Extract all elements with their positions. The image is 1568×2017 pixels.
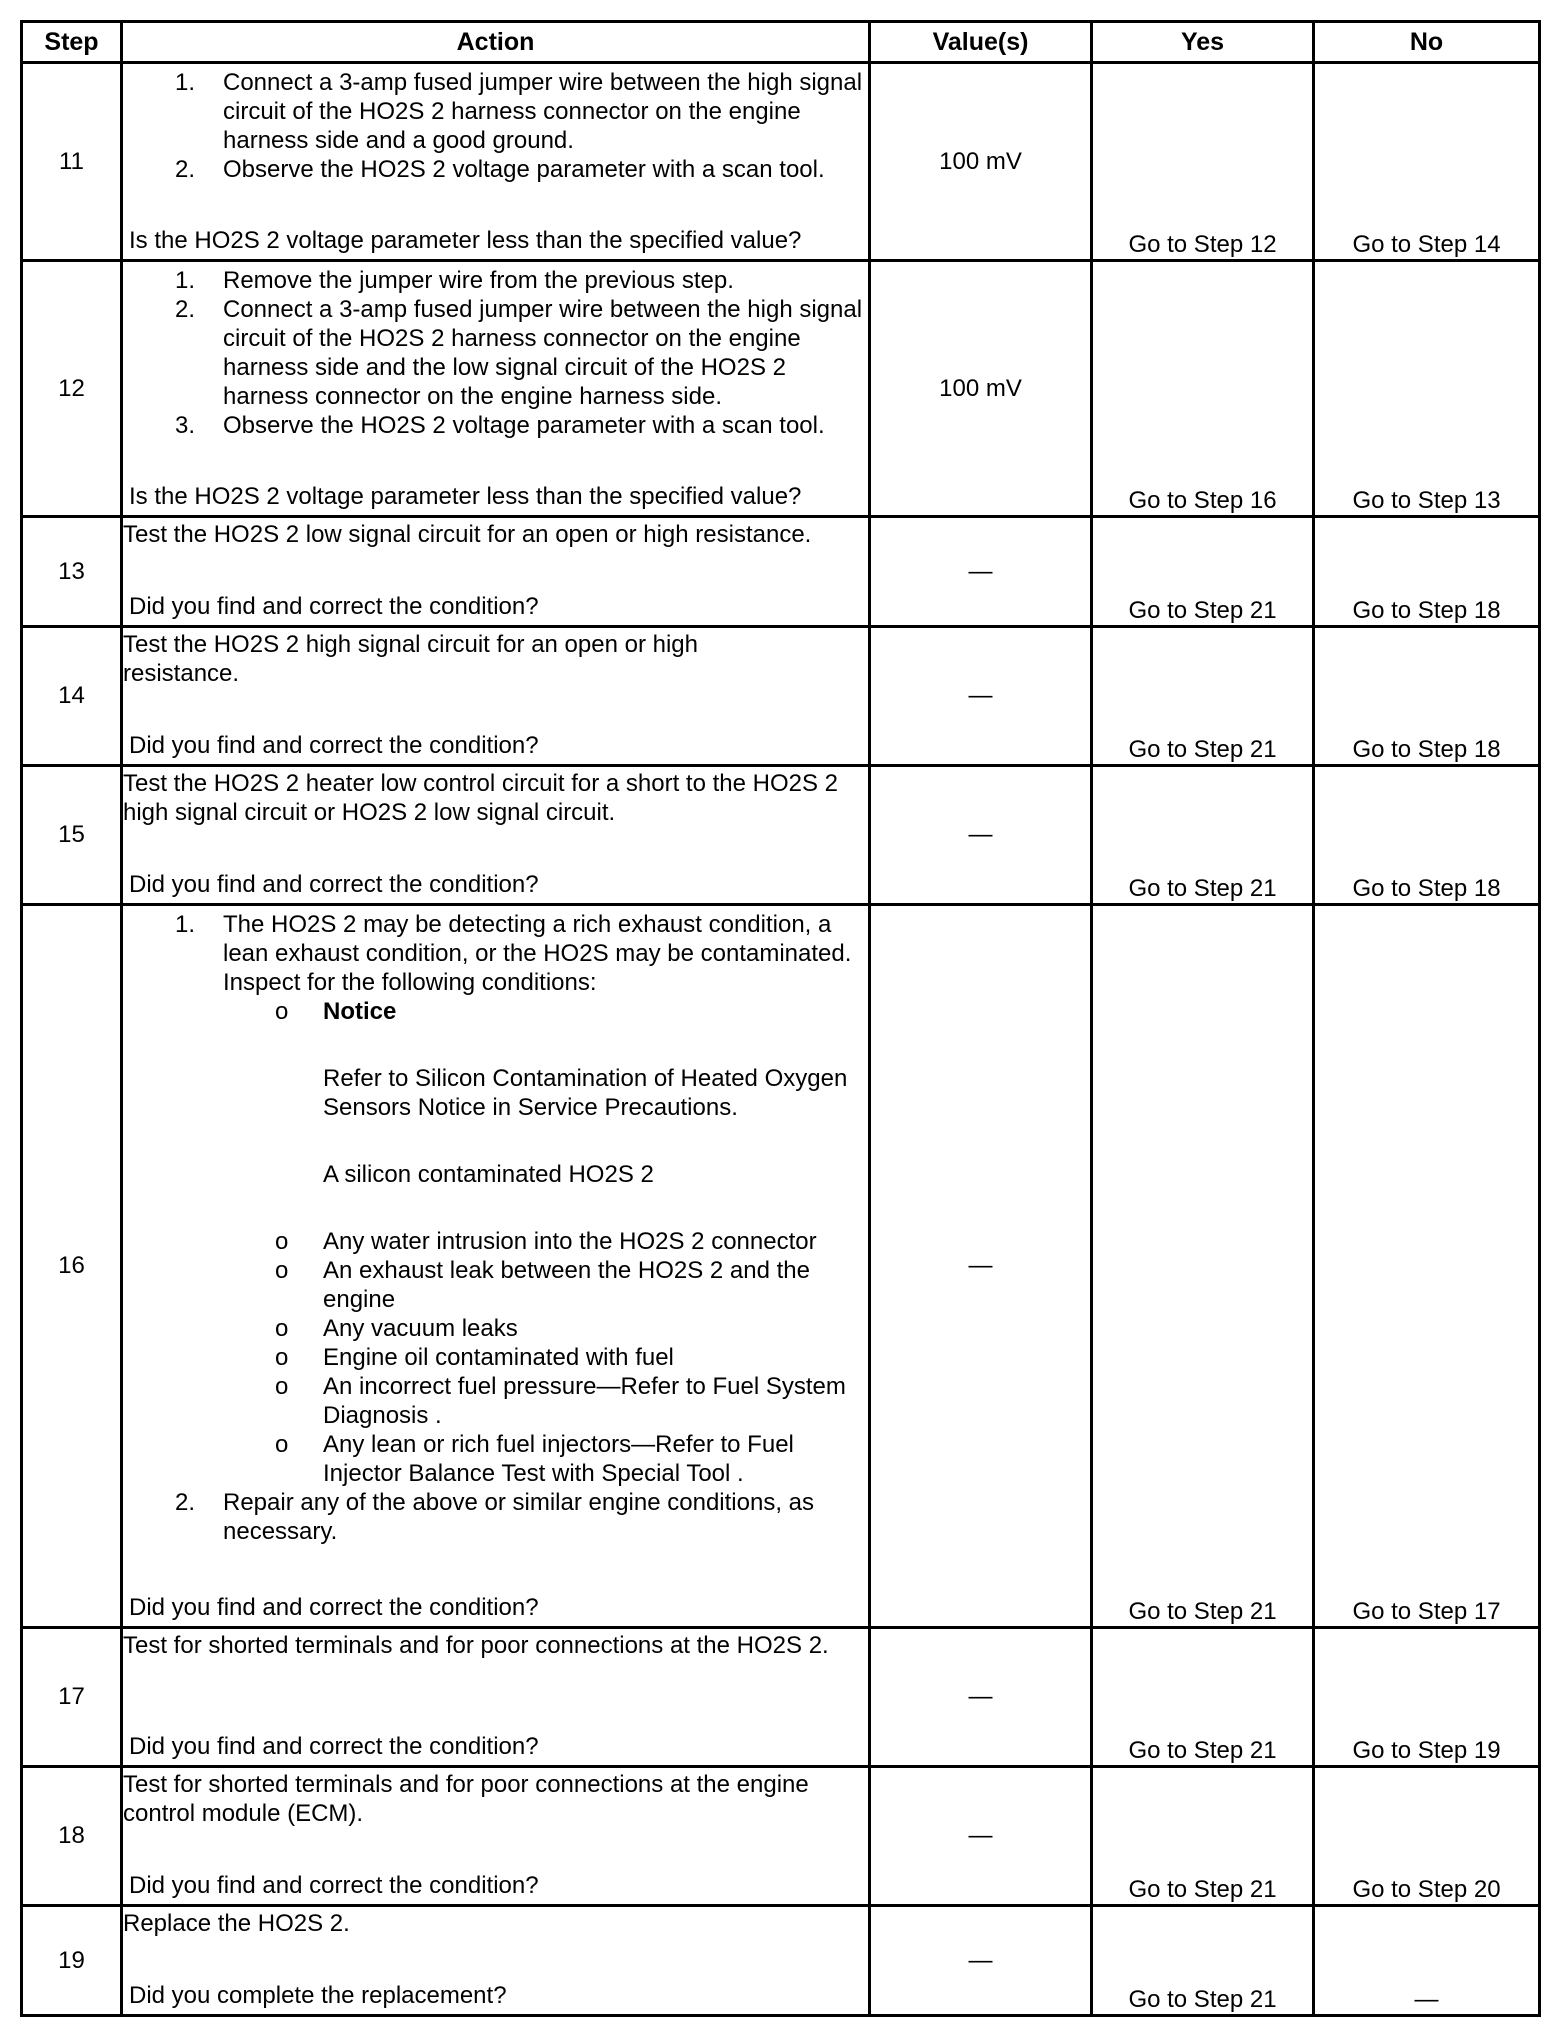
list-item (123, 1314, 868, 1343)
action-cell (122, 261, 870, 517)
action-cell (122, 905, 870, 1628)
list-item (123, 1488, 868, 1546)
bullet: o (275, 998, 289, 1025)
action-text: Repair any of the above or similar engine conditions, as necessary. (223, 1489, 814, 1545)
condition-text: Any lean or rich fuel injectors—Refer to Fuel Injector Balance Test with Special Tool . (323, 1431, 794, 1487)
list-item (123, 1227, 868, 1256)
yes-cell: Go to Step 16 (1092, 261, 1314, 517)
step-number: 14 (22, 627, 122, 766)
value-cell: 100 mV (870, 261, 1092, 517)
value-cell: — (870, 517, 1092, 627)
question-text: Is the HO2S 2 voltage parameter less than the specified value? (129, 483, 802, 510)
action-text: Test for shorted terminals and for poor connections at the HO2S 2. (123, 1632, 829, 1659)
list-item (123, 1343, 868, 1372)
action-text: Test the HO2S 2 heater low control circuit for a short to the HO2S 2 high signal circuit or HO2S 2 low signal circuit. (123, 770, 838, 826)
no-cell: Go to Step 14 (1314, 63, 1540, 261)
action-text: Observe the HO2S 2 voltage parameter with a scan tool. (223, 156, 825, 183)
condition-text: Engine oil contaminated with fuel (323, 1344, 674, 1371)
question-text: Did you find and correct the condition? (129, 871, 539, 898)
question-text: Did you find and correct the condition? (129, 593, 539, 620)
list-item (123, 266, 868, 295)
table-row (22, 517, 1540, 627)
condition-text: Any water intrusion into the HO2S 2 connector (323, 1228, 817, 1255)
condition-text: Any vacuum leaks (323, 1315, 518, 1342)
list-item (123, 155, 868, 184)
table-row (22, 1628, 1540, 1767)
action-cell (122, 63, 870, 261)
action-cell (122, 1906, 870, 2016)
action-list (123, 266, 868, 440)
value-cell: — (870, 627, 1092, 766)
yes-cell: Go to Step 21 (1092, 1628, 1314, 1767)
action-text: Test for shorted terminals and for poor connections at the engine control module (ECM). (123, 1771, 809, 1827)
list-number: 2. (175, 296, 196, 323)
value-cell: — (870, 1767, 1092, 1906)
action-cell (122, 1767, 870, 1906)
action-cell (122, 517, 870, 627)
no-cell: Go to Step 17 (1314, 905, 1540, 1628)
bullet: o (275, 1228, 289, 1255)
action-text: The HO2S 2 may be detecting a rich exhaust condition, a lean exhaust condition, or the HO2S may be contaminated. Inspect for the following conditions: (223, 911, 852, 996)
header-values: Value(s) (870, 22, 1092, 63)
value-cell: — (870, 905, 1092, 1628)
header-action: Action (122, 22, 870, 63)
yes-cell: Go to Step 21 (1092, 1906, 1314, 2016)
action-list (123, 68, 868, 184)
list-number: 3. (175, 412, 196, 439)
question-text: Did you find and correct the condition? (129, 1872, 539, 1899)
list-number: 1. (175, 267, 196, 294)
list-number: 2. (175, 1489, 196, 1516)
action-text: Observe the HO2S 2 voltage parameter with a scan tool. (223, 412, 825, 439)
yes-cell: Go to Step 21 (1092, 627, 1314, 766)
list-item (123, 910, 868, 1488)
no-cell: Go to Step 18 (1314, 766, 1540, 905)
table-row (22, 1767, 1540, 1906)
value-cell: 100 mV (870, 63, 1092, 261)
notice-label: Notice (323, 998, 397, 1025)
action-text: Replace the HO2S 2. (123, 1910, 350, 1937)
step-number: 17 (22, 1628, 122, 1767)
notice-item (123, 997, 868, 1189)
list-item (123, 295, 868, 411)
no-cell: — (1314, 1906, 1540, 2016)
list-item (123, 1372, 868, 1430)
no-cell: Go to Step 19 (1314, 1628, 1540, 1767)
action-cell (122, 627, 870, 766)
yes-cell: Go to Step 21 (1092, 766, 1314, 905)
question-text: Is the HO2S 2 voltage parameter less than the specified value? (129, 227, 802, 254)
condition-list (223, 997, 868, 1488)
step-number: 12 (22, 261, 122, 517)
list-item (123, 68, 868, 155)
no-cell: Go to Step 13 (1314, 261, 1540, 517)
step-number: 11 (22, 63, 122, 261)
table-row (22, 63, 1540, 261)
condition-text: An incorrect fuel pressure—Refer to Fuel System Diagnosis . (323, 1373, 846, 1429)
step-number: 18 (22, 1767, 122, 1906)
list-number: 1. (175, 911, 196, 938)
action-cell (122, 1628, 870, 1767)
table-row (22, 905, 1540, 1628)
table-row (22, 627, 1540, 766)
bullet: o (275, 1344, 289, 1371)
question-text: Did you find and correct the condition? (129, 732, 539, 759)
value-cell: — (870, 1906, 1092, 2016)
action-text: Test the HO2S 2 low signal circuit for an open or high resistance. (123, 521, 812, 548)
action-cell (122, 766, 870, 905)
header-row (22, 22, 1540, 63)
no-cell: Go to Step 18 (1314, 627, 1540, 766)
yes-cell: Go to Step 21 (1092, 905, 1314, 1628)
step-number: 15 (22, 766, 122, 905)
action-text: Connect a 3-amp fused jumper wire between the high signal circuit of the HO2S 2 harness connector on the engine harness side and a good ground. (223, 69, 863, 154)
diagnostic-table (20, 20, 1541, 2017)
header-yes: Yes (1092, 22, 1314, 63)
action-text: Test the HO2S 2 high signal circuit for an open or high resistance. (123, 631, 698, 687)
table-row (22, 766, 1540, 905)
value-cell: — (870, 766, 1092, 905)
no-cell: Go to Step 18 (1314, 517, 1540, 627)
yes-cell: Go to Step 21 (1092, 1767, 1314, 1906)
bullet: o (275, 1431, 289, 1458)
bullet: o (275, 1373, 289, 1400)
bullet: o (275, 1315, 289, 1342)
bullet: o (275, 1257, 289, 1284)
notice-item-text: A silicon contaminated HO2S 2 (323, 1161, 654, 1188)
action-list (123, 910, 868, 1546)
yes-cell: Go to Step 12 (1092, 63, 1314, 261)
condition-text: An exhaust leak between the HO2S 2 and the engine (323, 1257, 810, 1313)
table-row (22, 1906, 1540, 2016)
step-number: 16 (22, 905, 122, 1628)
step-number: 13 (22, 517, 122, 627)
header-step: Step (22, 22, 122, 63)
list-item (123, 1430, 868, 1488)
list-number: 2. (175, 156, 196, 183)
question-text: Did you find and correct the condition? (129, 1733, 539, 1760)
action-text: Remove the jumper wire from the previous step. (223, 267, 734, 294)
question-text: Did you find and correct the condition? (129, 1594, 539, 1621)
header-no: No (1314, 22, 1540, 63)
yes-cell: Go to Step 21 (1092, 517, 1314, 627)
action-text: Connect a 3-amp fused jumper wire between the high signal circuit of the HO2S 2 harness connector on the engine harness side and the low signal circuit of the HO2S 2 harness connector on the engine harness side. (223, 296, 863, 410)
value-cell: — (870, 1628, 1092, 1767)
notice-text: Refer to Silicon Contamination of Heated Oxygen Sensors Notice in Service Precautions. (323, 1065, 848, 1121)
question-text: Did you complete the replacement? (129, 1982, 507, 2009)
list-number: 1. (175, 69, 196, 96)
list-item (123, 1256, 868, 1314)
list-item (123, 411, 868, 440)
table-row (22, 261, 1540, 517)
step-number: 19 (22, 1906, 122, 2016)
no-cell: Go to Step 20 (1314, 1767, 1540, 1906)
